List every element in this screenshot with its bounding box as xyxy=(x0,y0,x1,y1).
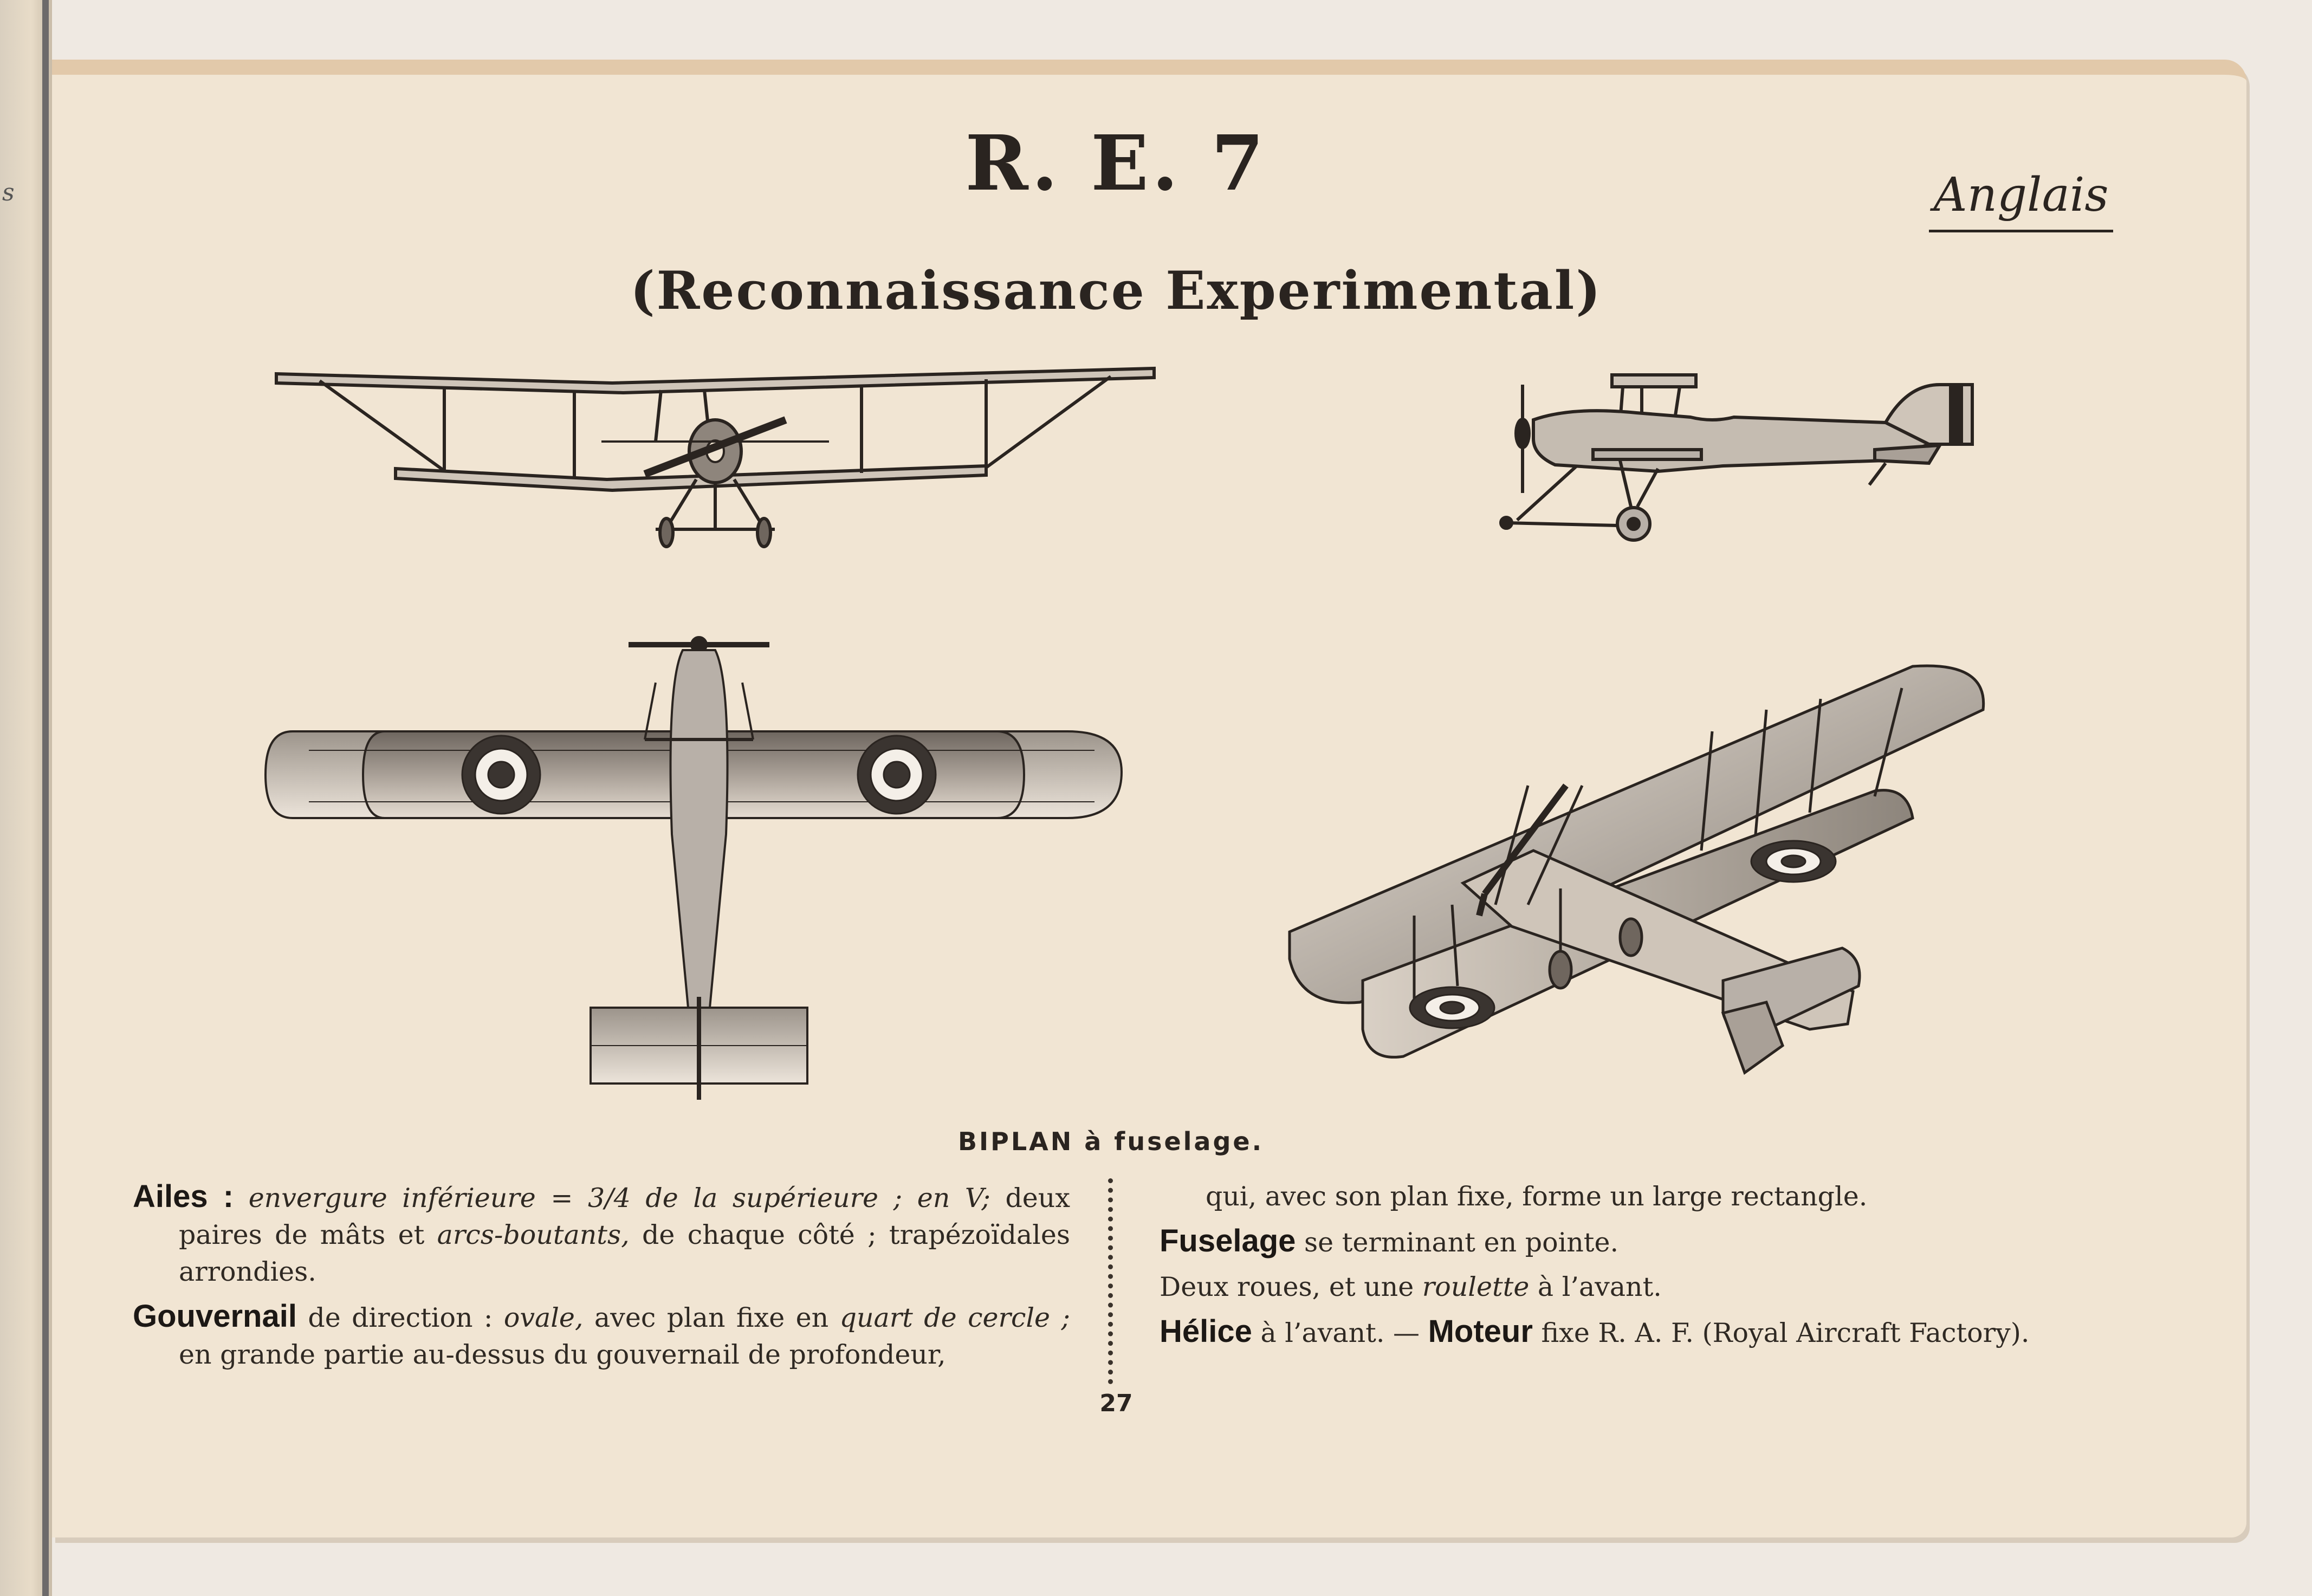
ailes-label: Ailes : xyxy=(133,1179,234,1214)
description-right-column xyxy=(1160,1178,2097,1359)
book-spine xyxy=(42,0,49,1596)
previous-page-text: s xyxy=(2,179,15,206)
page-subtitle: (Reconnaissance Experimental) xyxy=(630,260,1602,321)
ailes-text-3: arcs-boutants, xyxy=(437,1219,630,1250)
roues-text-1: Deux roues, et une xyxy=(1160,1271,1422,1302)
roues-paragraph xyxy=(1160,1269,2097,1306)
helice-text-1: à l’avant. — xyxy=(1252,1318,1428,1348)
ailes-text-4: de chaque côté ; trapézoïdales arrondies. xyxy=(179,1219,1070,1287)
gouvernail-paragraph xyxy=(133,1298,1070,1373)
nationality-label: Anglais xyxy=(1929,168,2113,232)
ailes-text-2: deux paires de mâts et xyxy=(179,1183,1070,1250)
page-title: R. E. 7 xyxy=(965,119,1267,208)
gouvernail-label: Gouvernail xyxy=(133,1299,297,1334)
gouvernail-continuation: qui, avec son plan fixe, forme un large rectangle. xyxy=(1206,1181,1868,1212)
fuselage-label: Fuselage xyxy=(1160,1223,1296,1258)
biplane-side-view-icon xyxy=(1495,363,1983,558)
roundel-upper-right xyxy=(1751,841,1836,882)
roundel-lower-left xyxy=(1410,987,1494,1028)
column-divider xyxy=(1108,1178,1113,1384)
roundel-right xyxy=(858,736,936,814)
helice-paragraph xyxy=(1160,1313,2097,1352)
moteur-text: fixe R. A. F. (Royal Aircraft Factory). xyxy=(1532,1318,2030,1348)
biplane-front-view-icon xyxy=(265,355,1165,555)
roundel-left xyxy=(462,736,540,814)
ailes-paragraph xyxy=(133,1178,1070,1290)
ailes-text-1: envergure inférieure = 3/4 de la supérieure ; en V; xyxy=(248,1183,990,1214)
fuselage-paragraph xyxy=(1160,1223,2097,1261)
description-left-column xyxy=(133,1178,1070,1381)
roues-text-2: roulette xyxy=(1422,1271,1530,1302)
moteur-label: Moteur xyxy=(1428,1314,1533,1349)
page-number: 27 xyxy=(1099,1390,1133,1417)
gouvernail-text-5: en grande partie au-dessus du gouvernail de profondeur, xyxy=(179,1339,946,1370)
helice-label: Hélice xyxy=(1160,1314,1252,1349)
gouvernail-text-4: quart de cercle ; xyxy=(839,1302,1070,1333)
fuselage-text: se terminant en pointe. xyxy=(1296,1227,1619,1258)
biplane-top-view-icon xyxy=(255,628,1143,1105)
gouvernail-text-1: de direction : xyxy=(296,1302,504,1333)
gouvernail-text-3: avec plan fixe en xyxy=(583,1302,840,1333)
biplane-perspective-view-icon xyxy=(1279,656,1999,1089)
gouvernail-text-2: ovale, xyxy=(503,1302,584,1333)
figure-caption: BIPLAN à fuselage. xyxy=(957,1127,1264,1156)
roues-text-3: à l’avant. xyxy=(1529,1271,1662,1302)
